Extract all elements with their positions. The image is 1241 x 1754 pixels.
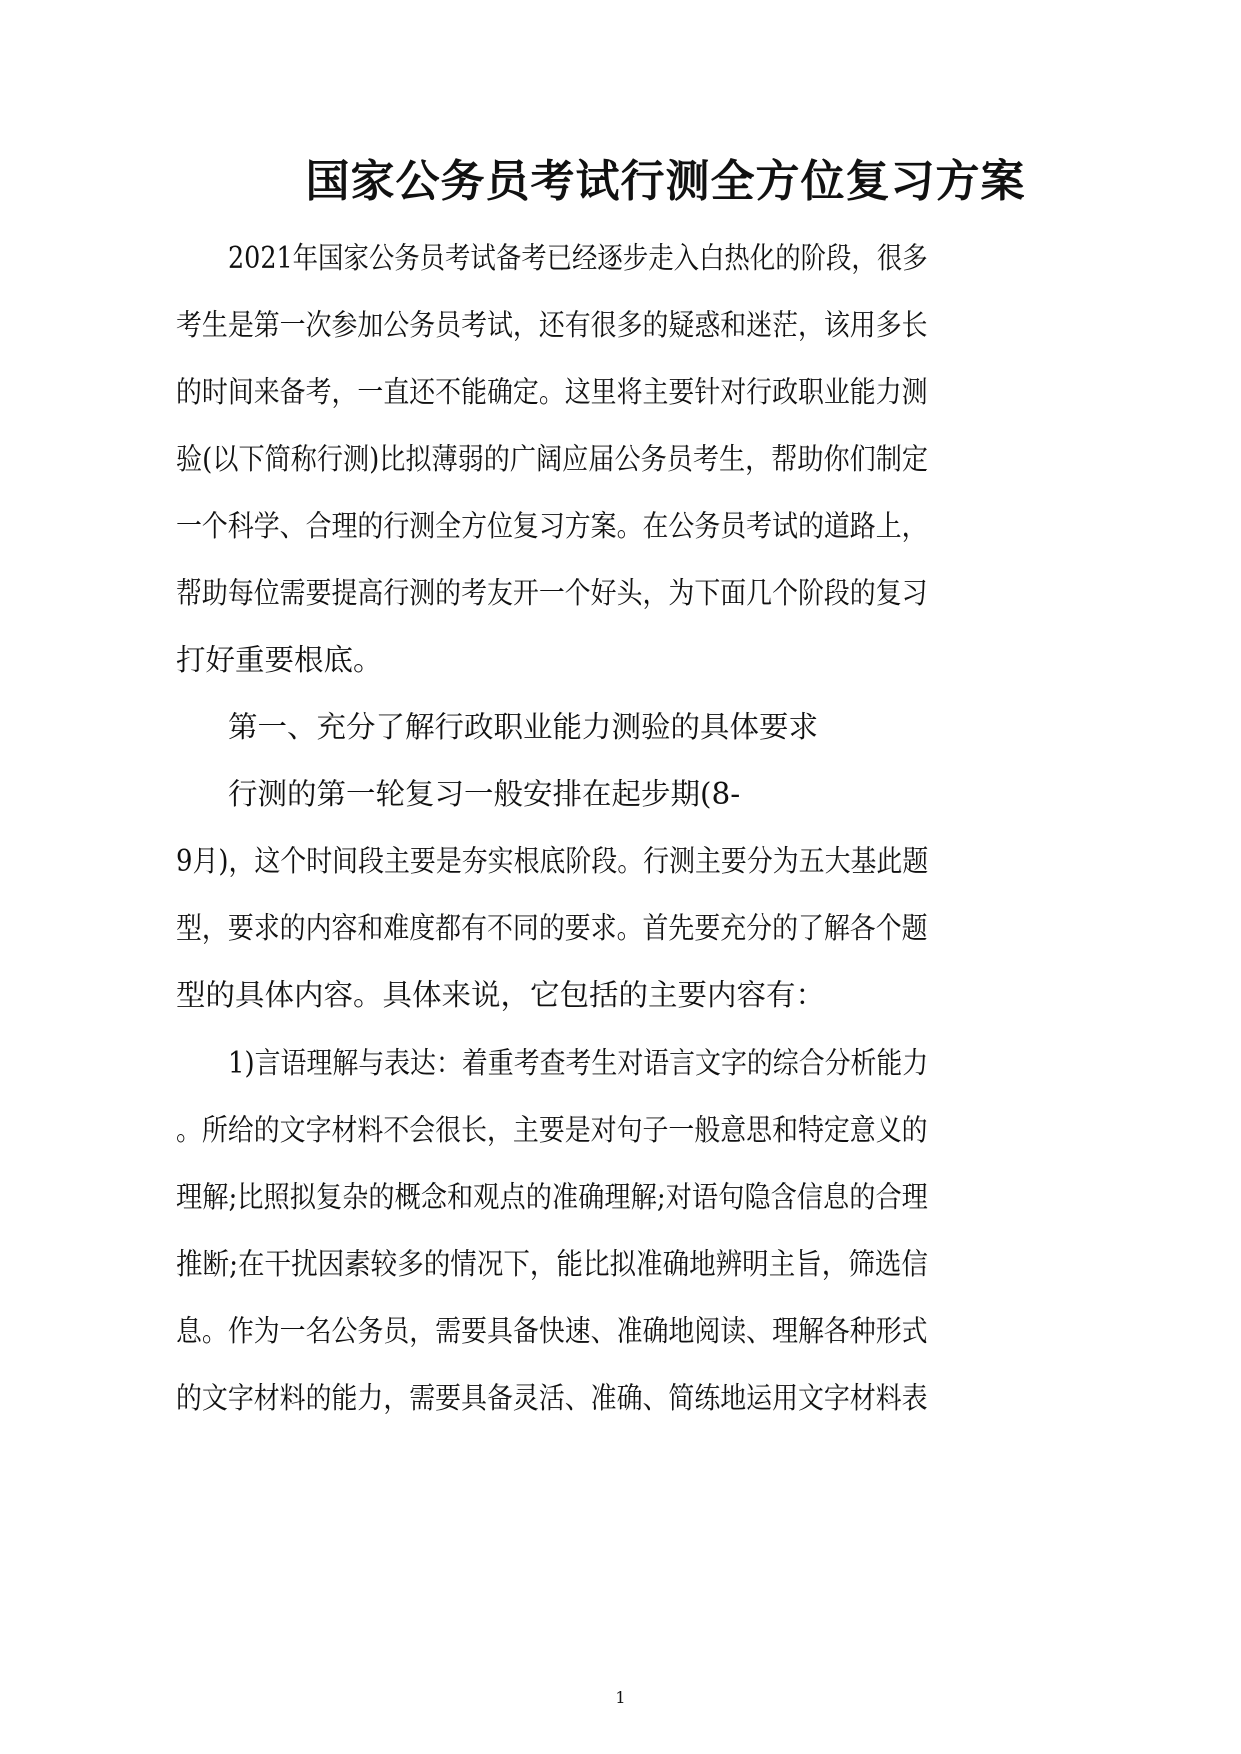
text-line: 打好重要根底。 xyxy=(176,643,383,677)
text-line: 2021年国家公务员考试备考已经逐步走入白热化的阶段，很多 xyxy=(228,241,928,275)
text-line: 的文字材料的能力，需要具备灵活、准确、简练地运用文字材料表 xyxy=(176,1381,928,1415)
text-line: 验(以下简称行测)比拟薄弱的广阔应届公务员考生，帮助你们制定 xyxy=(176,442,928,476)
text-line: 型的具体内容。具体来说，它包括的主要内容有： xyxy=(176,978,826,1012)
text-line: 理解;比照拟复杂的概念和观点的准确理解;对语句隐含信息的合理 xyxy=(176,1180,928,1214)
text-line: 的时间来备考，一直还不能确定。这里将主要针对行政职业能力测 xyxy=(176,375,928,409)
section-heading: 第一、充分了解行政职业能力测验的具体要求 xyxy=(228,710,819,744)
text-line: 型，要求的内容和难度都有不同的要求。首先要充分的了解各个题 xyxy=(176,911,928,945)
document-title: 国家公务员考试行测全方位复习方案 xyxy=(305,156,1026,207)
text-line: 一个科学、合理的行测全方位复习方案。在公务员考试的道路上， xyxy=(176,509,928,543)
text-line: 考生是第一次参加公务员考试，还有很多的疑惑和迷茫，该用多长 xyxy=(176,308,928,342)
text-line: 帮助每位需要提高行测的考友开一个好头，为下面几个阶段的复习 xyxy=(176,576,928,610)
text-line: 1)言语理解与表达：着重考查考生对语言文字的综合分析能力 xyxy=(228,1046,929,1080)
text-line: 9月)，这个时间段主要是夯实根底阶段。行测主要分为五大基此题 xyxy=(176,844,929,878)
page-number: 1 xyxy=(615,1688,626,1707)
text-line: 行测的第一轮复习一般安排在起步期(8- xyxy=(228,777,741,811)
text-line: 息。作为一名公务员，需要具备快速、准确地阅读、理解各种形式 xyxy=(176,1314,928,1348)
text-line: 推断;在干扰因素较多的情况下，能比拟准确地辨明主旨，筛选信 xyxy=(176,1247,928,1281)
text-line: 。所给的文字材料不会很长，主要是对句子一般意思和特定意义的 xyxy=(176,1113,928,1147)
